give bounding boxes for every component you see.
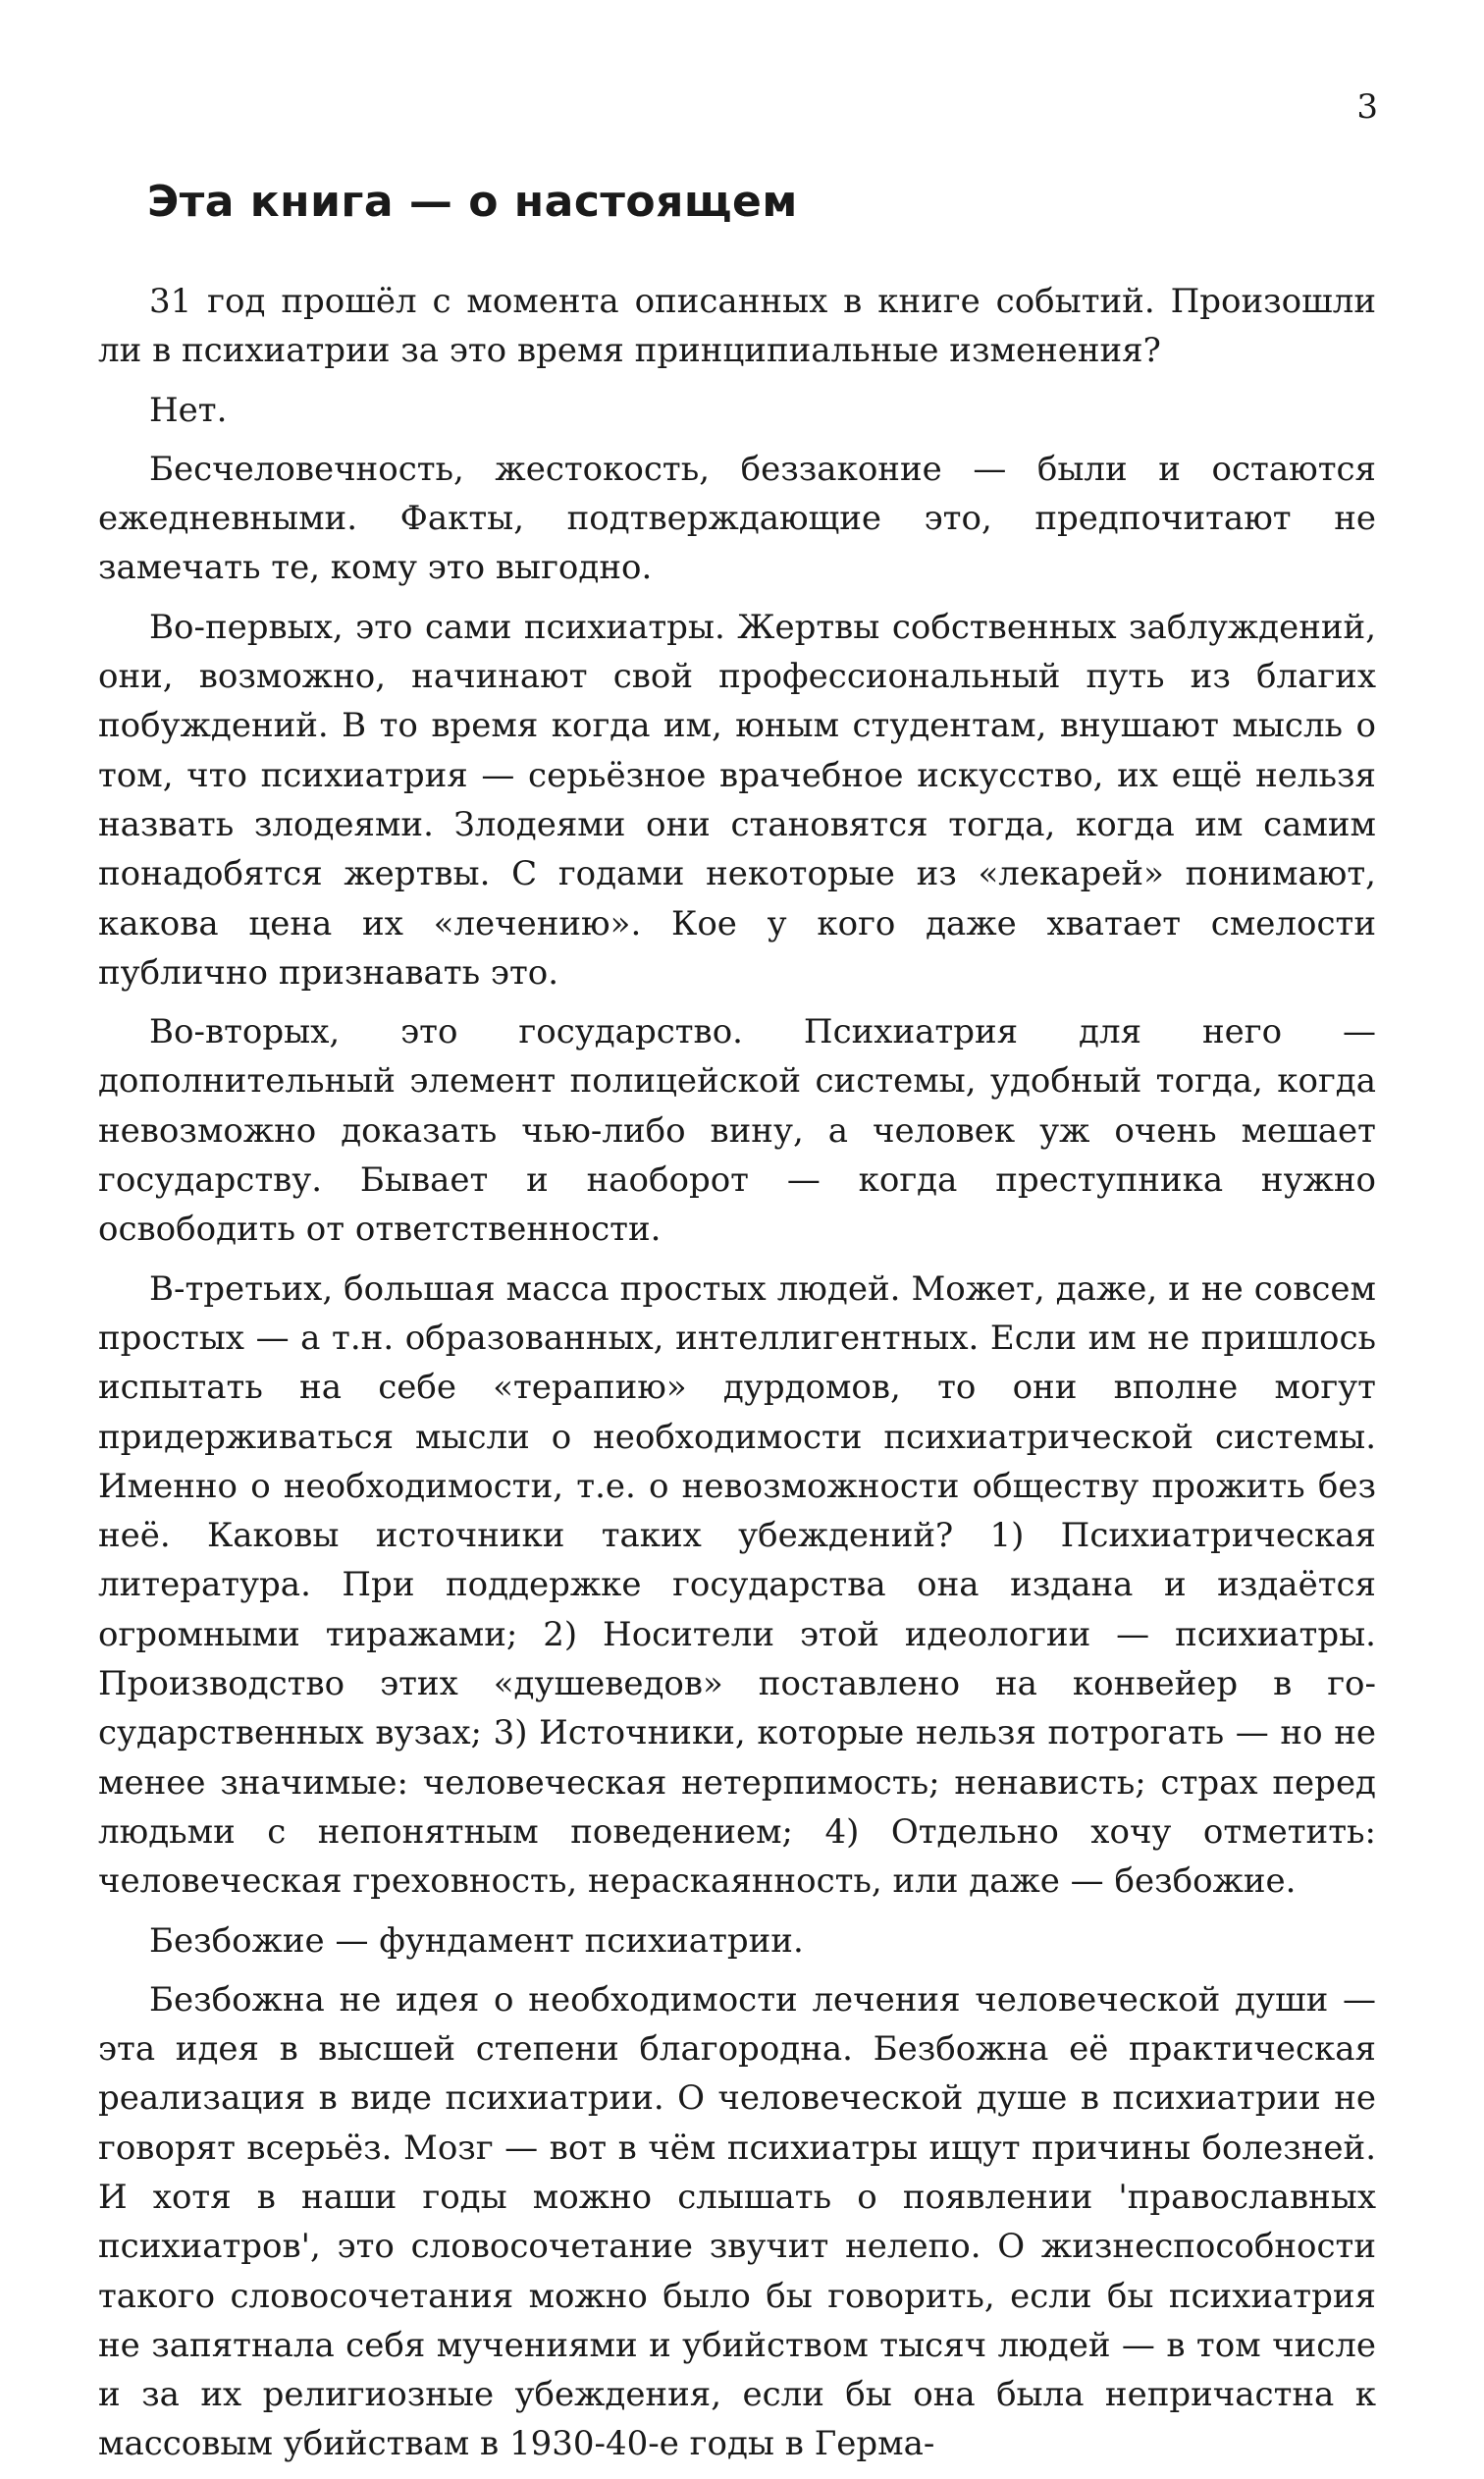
paragraph-6: В-третьих, большая масса простых людей. Может, даже, и не совсем простых — а т.н. образованных, интеллигентных. Если им не пришлось испытать на себе «терапию» дурдомов, то они вполне могут придерживаться мысли о необходимости психиатрической системы. Именно о необходимости, т.е. о невозможности обществу прожить без неё. Каковы источники таких убеждений? 1) Психиатрическая литература. При поддержке государства она издана и издаётся огромными тиражами; 2) Носители этой идеологии — психиатры. Производство этих «душеведов» поставлено на конвейер в государственных вузах; 3) Источники, которые нельзя потрогать — но не менее значимые: человеческая нетерпимость; ненависть; страх перед людьми с непонятным поведением; 4) Отдельно хочу отметить: человеческая греховность, нераскаянность, или даже — безбожие. <box>98 1268 1376 1902</box>
page-number: 3 <box>1356 87 1378 127</box>
body-text <box>98 277 1376 2479</box>
paragraph-7: Безбожие — фундамент психиатрии. <box>149 1920 804 1961</box>
paragraph-8: Безбожна не идея о необходимости лечения человеческой души — эта идея в высшей степени благородна. Безбожна её практическая реализация в виде психиатрии. О человеческой душе в психиатрии не говорят всерьёз. Мозг — вот в чём психиатры ищут причины болезней. И хотя в наши годы можно слышать о появлении 'православных психиатров', это словосочетание звучит нелепо. О жизнеспособности такого словосочетания можно было бы говорить, если бы психиатрия не запятнала себя мучениями и убийством тысяч людей — в том числе и за их религиозные убеждения, если бы она была непричастна к массовым убийствам в 1930-40-е годы в Герма- <box>98 1979 1376 2464</box>
chapter-title: Эта книга — о настоящем <box>147 177 798 227</box>
paragraph-4: Во-первых, это сами психиатры. Жертвы собственных заблуждений, они, возможно, начинают свой профессиональный путь из благих побуждений. В то время когда им, юным студентам, внушают мысль о том, что психиатрия — серьёзное врачебное искусство, их ещё нельзя назвать злодеями. Злодеями они становятся тогда, когда им самим понадобятся жертвы. С годами некоторые из «лекарей» понимают, какова цена их «лечению». Кое у кого даже хватает смелости публично признавать это. <box>98 607 1376 993</box>
paragraph-3: Бесчеловечность, жестокость, беззаконие — были и остаются ежедневными. Факты, подтверждающие это, предпочитают не замечать те, кому это выгодно. <box>98 449 1376 588</box>
paragraph-2: Нет. <box>149 390 228 430</box>
paragraph-1: 31 год прошёл с момента описанных в книге событий. Произошли ли в психиатрии за это время принципиальные изменения? <box>98 282 1376 371</box>
paragraph-5: Во-вторых, это государство. Психиатрия для него — дополнительный элемент полицейской системы, удобный тогда, когда невозможно доказать чью-либо вину, а человек уж очень мешает государству. Бывает и наоборот — когда преступника нужно освободить от ответственности. <box>98 1012 1376 1250</box>
